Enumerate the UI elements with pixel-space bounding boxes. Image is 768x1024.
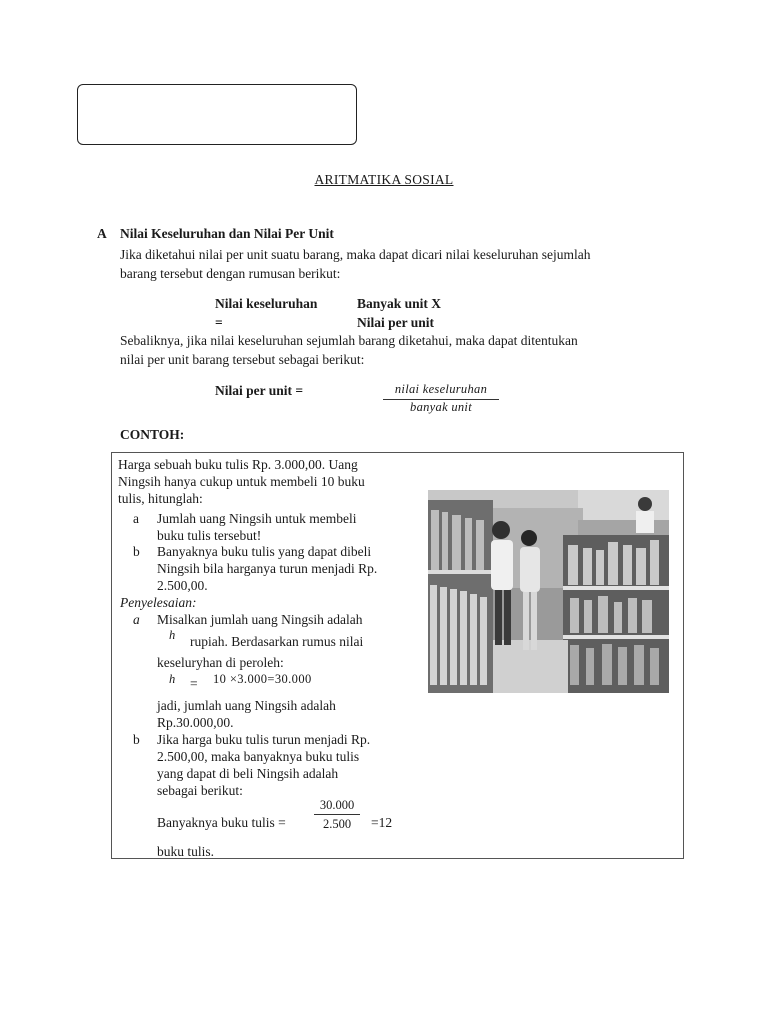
sol-b-numerator: 30.000 — [319, 798, 355, 812]
bookstore-photo — [428, 490, 669, 693]
sol-b-line-5: buku tulis. — [157, 844, 215, 859]
item-a-line-1: Jumlah uang Ningsih untuk membeli — [157, 511, 357, 526]
problem-line-2: Ningsih hanya cukup untuk membeli 10 buku — [118, 474, 365, 489]
reverse-line-2: nilai per unit barang tersebut sebagai berikut: — [120, 352, 365, 367]
intro-line-1: Jika diketahui nilai per unit suatu barang, maka dapat dicari nilai keseluruhan sejumlah — [120, 247, 591, 262]
sol-a-line-4: jadi, jumlah uang Ningsih adalah — [157, 698, 336, 713]
section-heading: Nilai Keseluruhan dan Nilai Per Unit — [120, 226, 334, 241]
item-b-line-3: 2.500,00. — [157, 578, 208, 593]
sol-a-eq-var: h — [169, 672, 176, 686]
sol-a-line-1: Misalkan jumlah uang Ningsih adalah — [157, 612, 363, 627]
reverse-line-1: Sebaliknya, jika nilai keseluruhan sejumlah barang diketahui, maka dapat ditentukan — [120, 333, 578, 348]
sol-b-line-2: 2.500,00, maka banyaknya buku tulis — [157, 749, 360, 764]
bookstore-photo-icon — [428, 490, 669, 693]
item-b-marker: b — [133, 544, 140, 559]
sol-a-line-5: Rp.30.000,00. — [157, 715, 234, 730]
page-title: ARITMATIKA SOSIAL — [314, 172, 454, 187]
formula1-left-line2: = — [215, 315, 223, 330]
sol-a-marker: a — [133, 612, 140, 627]
formula1-right-line2: Nilai per unit — [357, 315, 435, 330]
sol-b-denominator: 2.500 — [322, 817, 352, 831]
sol-b-line-3: yang dapat di beli Ningsih adalah — [157, 766, 339, 781]
item-b-line-2: Ningsih bila harganya turun menjadi Rp. — [157, 561, 378, 576]
formula2-left: Nilai per unit = — [215, 383, 304, 398]
intro-line-2: barang tersebut dengan rumusan berikut: — [120, 266, 341, 281]
sol-b-line-4: sebagai berikut: — [157, 783, 243, 798]
formula1-left-line1: Nilai keseluruhan — [215, 296, 318, 311]
item-b-line-1: Banyaknya buku tulis yang dapat dibeli — [157, 544, 372, 559]
example-heading: CONTOH: — [120, 427, 185, 442]
problem-line-3: tulis, hitunglah: — [118, 491, 203, 506]
sol-b-fraction-line — [314, 814, 360, 815]
section-letter: A — [97, 226, 107, 241]
formula1-right-line1: Banyak unit X — [357, 296, 442, 311]
sol-a-eq-sign: = — [190, 676, 198, 691]
sol-a-var: h — [169, 628, 176, 642]
solution-label: Penyelesaian: — [120, 595, 197, 610]
formula2-numerator: nilai keseluruhan — [394, 382, 488, 396]
item-a-line-2: buku tulis tersebut! — [157, 528, 262, 543]
sol-b-marker: b — [133, 732, 140, 747]
name-box — [77, 84, 357, 145]
problem-line-1: Harga sebuah buku tulis Rp. 3.000,00. Uang — [118, 457, 358, 472]
sol-b-line-1: Jika harga buku tulis turun menjadi Rp. — [157, 732, 371, 747]
formula2-denominator: banyak unit — [410, 400, 472, 414]
sol-b-eq-left: Banyaknya buku tulis = — [157, 815, 286, 830]
sol-a-eq-expr: 10 ×3.000=30.000 — [213, 672, 312, 686]
sol-a-line-2: rupiah. Berdasarkan rumus nilai — [190, 634, 364, 649]
sol-a-line-3: keseluryhan di peroleh: — [157, 655, 284, 670]
sol-b-result: =12 — [371, 815, 393, 830]
item-a-marker: a — [133, 511, 139, 526]
